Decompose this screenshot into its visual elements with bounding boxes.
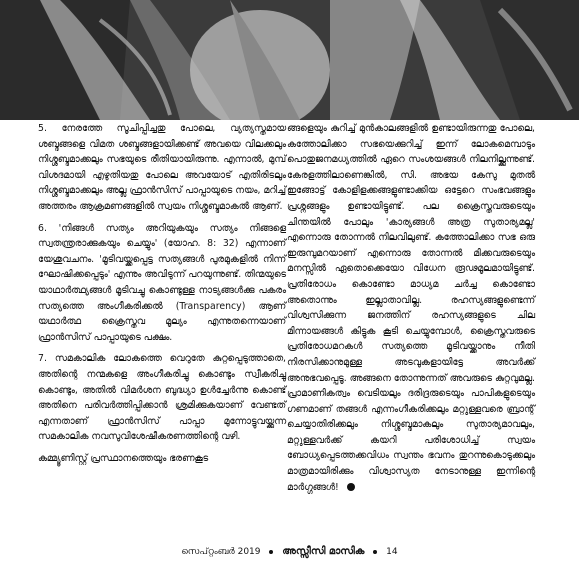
paragraph-point-7: 7. സമകാലിക ലോകത്തെ വെറുതേ കുറ്റപ്പെടുത്താതെ, അതിന്റെ നന്മകളെ അംഗീകരിച്ചു കൊണ്ടും സ്വീകരിച്ചു കൊണ്ടും, അതിൽ വിമർശന ബുദ്ധ്യാ ഉൾച്ചേർന്നു കൊണ്ട് അതിനെ പരിവർത്തിപ്പിക്കാൻ ശ്രമിക്കുകയാണ് വേണ്ടത് എന്നതാണ് ഫ്രാൻസിസ് പാപ്പാ മുന്നോട്ടുവയ്ക്കുന്ന സമകാലിക നവസുവിശേഷീകരണത്തിന്റെ വഴി. (38, 353, 286, 443)
paragraph-right (287, 121, 535, 495)
right-column (287, 121, 535, 501)
footer-month: സെപ്റ്റംബർ 2019 (181, 547, 261, 557)
paragraph-point-5: 5. നേരത്തേ സൂചിപ്പിച്ചതു പോലെ, വ്യത്യസ്തമായ ശബ്ദങ്ങളെ വിമത ശബ്ദങ്ങളായിക്കണ്ട് അവയെ വിലക്കലും നിശ്ശബ്ദമാക്കലും സഭയുടെ രീതിയായിരുന്നു. എന്നാൽ, മുമ്പ് വിശദമായി എഴുതിയതു പോലെ അവയോട് എതിരിടലും നിശ്ശബ്ദമാക്കലും അല്ല ഫ്രാൻസിസ് പാപ്പായുടെ നയം, മറിച്ച് അത്തരം ആക്രമണങ്ങളിൽ സ്വയം നിശ്ശബ്ദമാകൽ ആണ്. (38, 123, 286, 212)
end-mark-icon (347, 483, 355, 491)
page-footer (0, 546, 579, 557)
page-number: 14 (386, 547, 398, 557)
footer-magazine: അസ്സീസി മാസിക (282, 546, 365, 557)
paragraph-continued: കമ്മ്യൂണിസ്റ്റ് പ്രസ്ഥാനത്തെയും ഭരണകൂട (38, 452, 209, 464)
bullet-icon (373, 550, 377, 554)
left-column (38, 121, 286, 472)
bullet-icon (269, 550, 273, 554)
paragraph-point-6: 6. 'നിങ്ങൾ സത്യം അറിയുകയും സത്യം നിങ്ങളെ സ്വതന്ത്രരാക്കുകയും ചെയ്യും' (യോഹ. 8: 32) എന്നാണ് യേശുവചനം. 'മൂടിവയ്ക്കപ്പെട്ട സത്യങ്ങൾ പുരമുകളിൽ നിന്ന് ഘോഷിക്കപ്പെടും' എന്നും അവിടുന്ന് പറയുന്നുണ്ട്. തിന്മയുടെ യാഥാർത്ഥ്യങ്ങൾ മൂടിവച്ചു കൊണ്ടുള്ള നാട്യങ്ങൾക്കു പകരം സത്യത്തെ അംഗീകരിക്കൽ (Transparency) ആണ് യഥാർത്ഥ ക്രൈസ്തവ മൂല്യം എന്നുതന്നെയാണ് ഫ്രാൻസിസ് പാപ്പായുടെ പക്ഷം. (38, 222, 286, 343)
paragraph-right-text: ങ്ങളെയും കുറിച്ച് മുൻകാലങ്ങളിൽ ഉണ്ടായിരുന്നതു പോലെ, കത്തോലിക്കാ സഭയെക്കുറിച്ച് ഇന്ന് ലോകമെമ്പാടും പൊതുജനമധ്യത്തിൽ ഏറെ സംശയങ്ങൾ നിലനില്ക്കുന്നുണ്ട്. കേരളത്തിലാണെങ്കിൽ, സി. അഭയ കേസു മുതൽ ഇങ്ങോട്ട് കോളിളക്കങ്ങളുണ്ടാക്കിയ ഒട്ടേറെ സംഭവങ്ങളും പ്രശ്നങ്ങളും ഉണ്ടായിട്ടുണ്ട്. പല ക്രൈസ്തവരുടെയും ചിന്തയിൽ പോലും 'കാര്യങ്ങൾ അത്ര സുതാര്യമല്ല' എന്നൊരു തോന്നൽ നിലവിലുണ്ട്. കത്തോലിക്കാ സഭ ഒരു ഇരുമ്പുമറയാണ് എന്നൊരു തോന്നൽ മിക്കവരുടെയും മനസ്സിൽ ഏതൊക്കെയോ വിധേന രൂഢമൂലമായിട്ടുണ്ട്. പ്രതിരോധം കൊണ്ടോ മാധ്യമ ചർച്ച കൊണ്ടോ അതൊന്നും ഇല്ലാതാവില്ല. രഹസ്യങ്ങളുണ്ടെന്ന് വിശ്വസിക്കുന്ന ജനത്തിന് രഹസ്യങ്ങളുടെ ചില മിന്നായങ്ങൾ കിട്ടുക കൂടി ചെയ്യുമ്പോൾ, ക്രൈസ്തവരുടെ പ്രതിരോധമറകൾ സത്യത്തെ മൂടിവയ്ക്കാനും നീതി നിരസിക്കാനുമുള്ള അടവുകളായിട്ടേ അവർക്ക് അനുഭവപ്പെടൂ. അങ്ങനെ തോന്നുന്നത് അവരുടെ കുറ്റവുമല്ല. പ്രാമാണികത്വം വെടിയലും ദരിദ്രരുടെയും പാപികളുടെയും ഗണമാണ് തങ്ങൾ എന്നംഗീകരിക്കലും മറ്റുള്ളവരെ ബ്രാന്റ് ചെയ്യാതിരിക്കലും നിശ്ശബ്ദമാകലും സുതാര്യമാവലും, മറ്റുള്ളവർക്ക് കയറി പരിശോധിച്ച് സ്വയം ബോധ്യപ്പെടത്തക്കവിധം സ്വന്തം ഭവനം തുറന്നുകൊടുക്കലും മാത്രമായിരിക്കും വിശ്വാസ്യത നേടാനുള്ള ഇന്നിന്റെ മാർഗ്ഗങ്ങൾ! (287, 123, 535, 493)
artwork-image (0, 0, 579, 120)
artwork-photo (0, 0, 579, 120)
